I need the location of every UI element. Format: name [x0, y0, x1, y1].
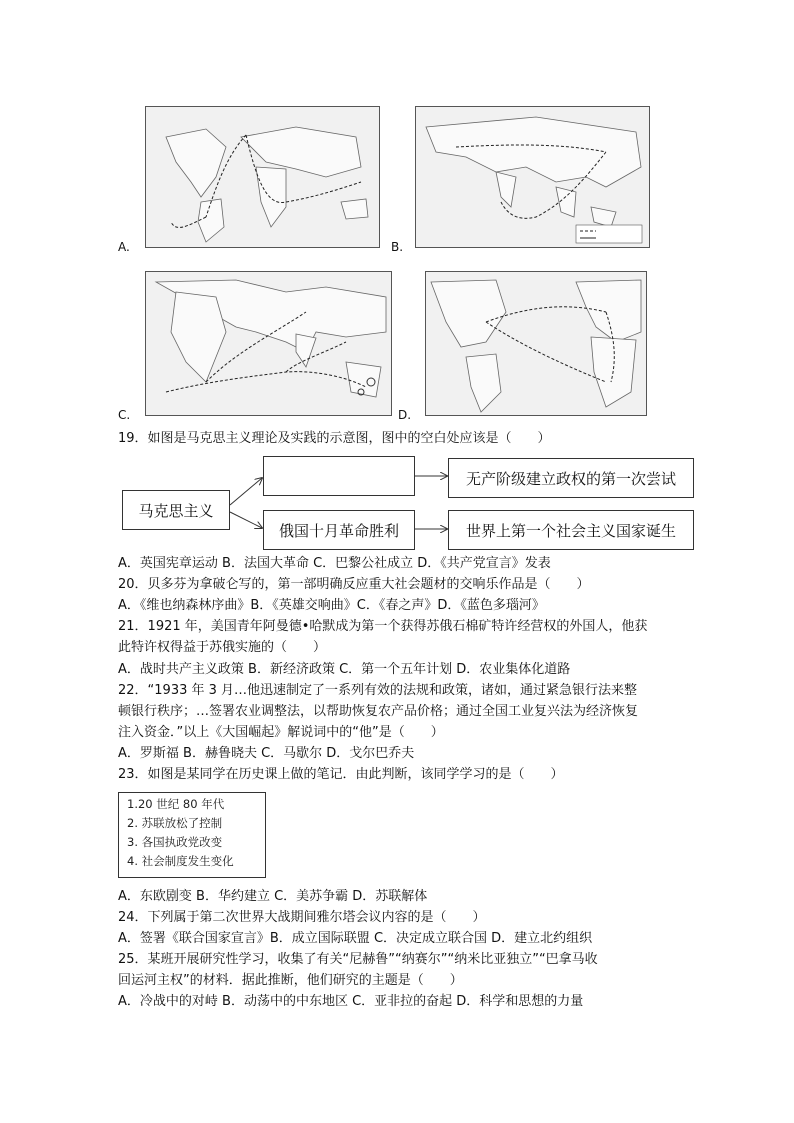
- option-b-label: B.: [391, 240, 404, 254]
- note-line-2: 2. 苏联放松了控制: [127, 816, 223, 830]
- q22-stem-line2: 顿银行秩序；…签署农业调整法，以帮助恢复农产品价格；通过全国工业复兴法为经济恢复: [118, 704, 639, 719]
- q21-options: A．战时共产主义政策 B．新经济政策 C．第一个五年计划 D．农业集体化道路: [118, 662, 571, 677]
- note-line-3: 3. 各国执政党改变: [127, 835, 223, 849]
- q21-stem-line1: 21．1921 年，美国青年阿曼德•哈默成为第一个获得苏俄石棉矿特许经营权的外国人，他获: [118, 619, 648, 634]
- q25-stem-line1: 25．某班开展研究性学习，收集了有关“尼赫鲁”“纳赛尔”“纳米比亚独立”“巴拿马收: [118, 952, 598, 967]
- option-c-label: C.: [118, 408, 131, 422]
- note-line-1: 1.20 世纪 80 年代: [127, 797, 225, 811]
- q20-options: A．《维也纳森林序曲》B．《英雄交响曲》C．《春之声》D．《蓝色多瑙河》: [118, 598, 545, 613]
- atlantic-map-route-image: [426, 272, 646, 415]
- q19-options: A．英国宪章运动 B．法国大革命 C．巴黎公社成立 D．《共产党宣言》发表: [118, 556, 551, 571]
- diagram-blank-box: [263, 456, 415, 496]
- option-d-label: D.: [398, 408, 412, 422]
- q20-stem: 20．贝多芬为拿破仑写的，第一部明确反应重大社会题材的交响乐作品是（ ）: [118, 577, 590, 592]
- note-line-4: 4. 社会制度发生变化: [127, 854, 234, 868]
- route-map-c: [145, 271, 392, 416]
- diagram-top-right-box: 无产阶级建立政权的第一次尝试: [448, 458, 694, 498]
- study-note-box: [118, 792, 266, 878]
- route-map-a: [145, 106, 380, 248]
- diagram-bottom-left-box: 俄国十月革命胜利: [263, 510, 415, 550]
- q21-stem-line2: 此特许权得益于苏俄实施的（ ）: [118, 640, 327, 655]
- diagram-bottom-right-box: 世界上第一个社会主义国家诞生: [448, 510, 694, 550]
- q23-options: A．东欧剧变 B．华约建立 C．美苏争霸 D．苏联解体: [118, 889, 428, 904]
- q22-stem-line3: 注入资金．”以上《大国崛起》解说词中的“他”是（ ）: [118, 725, 444, 740]
- indian-ocean-map-route-image: [146, 272, 391, 415]
- route-map-b: [415, 106, 650, 248]
- asia-map-route-image: [416, 107, 649, 247]
- q22-options: A．罗斯福 B．赫鲁晓夫 C．马歇尔 D．戈尔巴乔夫: [118, 746, 415, 761]
- q24-stem: 24．下列属于第二次世界大战期间雅尔塔会议内容的是（ ）: [118, 910, 486, 925]
- q19-stem: 19．如图是马克思主义理论及实践的示意图，图中的空白处应该是（ ）: [118, 431, 551, 446]
- diagram-center-box: 马克思主义: [122, 490, 230, 530]
- option-a-label: A.: [118, 240, 130, 254]
- q24-options: A．签署《联合国家宣言》B．成立国际联盟 C．决定成立联合国 D．建立北约组织: [118, 931, 593, 946]
- q25-stem-line2: 回运河主权”的材料．据此推断，他们研究的主题是（ ）: [118, 973, 463, 988]
- q25-options: A．冷战中的对峙 B．动荡中的中东地区 C．亚非拉的奋起 D．科学和思想的力量: [118, 994, 584, 1009]
- q22-stem-line1: 22．“1933 年 3 月…他迅速制定了一系列有效的法规和政策，诸如，通过紧急银行法来整: [118, 683, 638, 698]
- route-map-d: [425, 271, 647, 416]
- world-map-route-image: [146, 107, 379, 247]
- q23-stem: 23．如图是某同学在历史课上做的笔记．由此判断，该同学学习的是（ ）: [118, 767, 564, 782]
